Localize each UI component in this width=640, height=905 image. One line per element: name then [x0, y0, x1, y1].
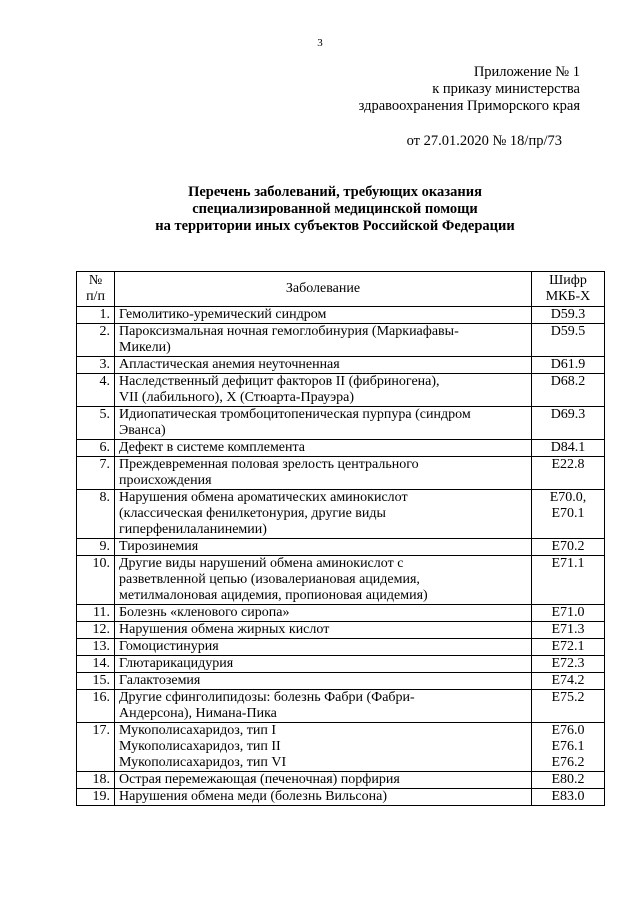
icd-code-line: E80.2: [551, 772, 585, 787]
row-number: 10.: [77, 556, 115, 605]
disease-name-line: Микели): [119, 340, 171, 355]
disease-name-line: метилмалоновая ацидемия, пропионовая ацидемия): [119, 588, 428, 603]
disease-name: [115, 457, 532, 490]
disease-name: [115, 656, 532, 673]
row-number: 15.: [77, 673, 115, 690]
row-number: 12.: [77, 622, 115, 639]
title-line-2: специализированной медицинской помощи: [192, 201, 478, 217]
disease-name-line: Галактоземия: [119, 673, 201, 688]
header-number-line-2: п/п: [86, 289, 105, 304]
disease-name: [115, 690, 532, 723]
header-code-line-2: МКБ-X: [545, 289, 591, 304]
icd-code: [532, 772, 605, 789]
header-number-line-1: №: [88, 273, 103, 288]
appendix-order-ref: к приказу министерства: [432, 81, 580, 97]
icd-code-line: E70.0,: [549, 490, 587, 505]
disease-name-line: Пароксизмальная ночная гемоглобинурия (Маркиафавы-: [119, 324, 459, 339]
table-row: [77, 622, 605, 639]
disease-name-line: (классическая фенилкетонурия, другие виды: [119, 506, 386, 521]
disease-name-line: VII (лабильного), X (Стюарта-Прауэра): [119, 390, 355, 405]
icd-code: [532, 440, 605, 457]
icd-code-line: D69.3: [550, 407, 586, 422]
disease-name-line: Тирозинемия: [119, 539, 199, 554]
disease-name-line: Мукополисахаридоз, тип II: [119, 739, 281, 754]
icd-code-line: E72.3: [551, 656, 585, 671]
icd-code: [532, 605, 605, 622]
table-row: [77, 457, 605, 490]
row-number: 4.: [77, 374, 115, 407]
row-number: 1.: [77, 307, 115, 324]
table-row: [77, 374, 605, 407]
disease-name: [115, 357, 532, 374]
row-number: 16.: [77, 690, 115, 723]
disease-name: [115, 772, 532, 789]
table-row: [77, 307, 605, 324]
icd-code: [532, 374, 605, 407]
table-row: [77, 639, 605, 656]
icd-code: [532, 723, 605, 772]
disease-name-line: Нарушения обмена меди (болезнь Вильсона): [119, 789, 387, 804]
table-row: [77, 490, 605, 539]
row-number: 9.: [77, 539, 115, 556]
disease-name-line: Мукополисахаридоз, тип VI: [119, 755, 287, 770]
table-row: [77, 690, 605, 723]
disease-name-line: Нарушения обмена ароматических аминокислот: [119, 490, 408, 505]
icd-code: [532, 622, 605, 639]
table-row: [77, 605, 605, 622]
table-row: [77, 357, 605, 374]
row-number: 14.: [77, 656, 115, 673]
icd-code-line: E71.1: [551, 556, 585, 571]
table-row: [77, 789, 605, 806]
diseases-table: [76, 271, 605, 806]
row-number: 7.: [77, 457, 115, 490]
disease-name-line: Другие сфинголипидозы: болезнь Фабри (Фабри-: [119, 690, 415, 705]
disease-name: [115, 673, 532, 690]
appendix-title: Приложение № 1: [473, 64, 580, 80]
row-number: 2.: [77, 324, 115, 357]
icd-code-line: D84.1: [550, 440, 586, 455]
icd-code-line: E75.2: [551, 690, 585, 705]
icd-code: [532, 490, 605, 539]
disease-name-line: Нарушения обмена жирных кислот: [119, 622, 330, 637]
disease-name: [115, 556, 532, 605]
disease-name: [115, 374, 532, 407]
icd-code: [532, 673, 605, 690]
icd-code-line: E72.1: [551, 639, 585, 654]
row-number: 11.: [77, 605, 115, 622]
icd-code: [532, 539, 605, 556]
order-date-number: от 27.01.2020 № 18/пр/73: [406, 133, 562, 149]
disease-name-line: Глютарикацидурия: [119, 656, 234, 671]
disease-name-line: Мукополисахаридоз, тип I: [119, 723, 277, 738]
disease-name: [115, 407, 532, 440]
icd-code-line: E76.0: [551, 723, 585, 738]
icd-code-line: D61.9: [550, 357, 586, 372]
table-row: [77, 772, 605, 789]
icd-code: [532, 357, 605, 374]
title-line-3: на территории иных субъектов Российской Федерации: [155, 218, 515, 234]
disease-name: [115, 723, 532, 772]
disease-name-line: Гомоцистинурия: [119, 639, 219, 654]
table-row: [77, 723, 605, 772]
disease-name: [115, 440, 532, 457]
disease-name-line: Эванса): [119, 423, 166, 438]
icd-code: [532, 656, 605, 673]
page-number: 3: [317, 37, 323, 49]
disease-name: [115, 605, 532, 622]
appendix-header: [280, 64, 580, 115]
row-number: 3.: [77, 357, 115, 374]
table-row: [77, 556, 605, 605]
header-disease: Заболевание: [115, 272, 532, 307]
table-row: [77, 673, 605, 690]
table-header-row: [77, 272, 605, 307]
icd-code-line: E83.0: [551, 789, 585, 804]
disease-name-line: Дефект в системе комплемента: [119, 440, 306, 455]
icd-code: [532, 457, 605, 490]
disease-name-line: Идиопатическая тромбоцитопеническая пурпура (синдром: [119, 407, 471, 422]
icd-code-line: D68.2: [550, 374, 586, 389]
icd-code: [532, 639, 605, 656]
disease-name: [115, 539, 532, 556]
row-number: 5.: [77, 407, 115, 440]
icd-code-line: E76.1: [551, 739, 585, 754]
icd-code-line: D59.5: [550, 324, 586, 339]
row-number: 19.: [77, 789, 115, 806]
disease-name-line: Андерсона), Нимана-Пика: [119, 706, 277, 721]
icd-code-line: E71.0: [551, 605, 585, 620]
disease-name-line: гиперфенилаланинемии): [119, 522, 267, 537]
disease-name-line: Другие виды нарушений обмена аминокислот с: [119, 556, 404, 571]
icd-code: [532, 556, 605, 605]
table-row: [77, 440, 605, 457]
disease-name-line: Болезнь «кленового сиропа»: [119, 605, 290, 620]
icd-code: [532, 407, 605, 440]
icd-code: [532, 690, 605, 723]
disease-name-line: разветвленной цепью (изовалериановая ацидемия,: [119, 572, 420, 587]
header-icd-code: [532, 272, 605, 307]
disease-name: [115, 622, 532, 639]
disease-name-line: Острая перемежающая (печеночная) порфирия: [119, 772, 400, 787]
disease-name: [115, 324, 532, 357]
disease-name-line: Наследственный дефицит факторов II (фибриногена),: [119, 374, 440, 389]
disease-name-line: Гемолитико-уремический синдром: [119, 307, 327, 322]
row-number: 18.: [77, 772, 115, 789]
header-number: [77, 272, 115, 307]
icd-code: [532, 789, 605, 806]
icd-code-line: E22.8: [551, 457, 585, 472]
table-row: [77, 656, 605, 673]
table-row: [77, 539, 605, 556]
disease-name-line: Преждевременная половая зрелость центрального: [119, 457, 419, 472]
disease-name: [115, 789, 532, 806]
icd-code-line: E74.2: [551, 673, 585, 688]
disease-name: [115, 490, 532, 539]
icd-code-line: E71.3: [551, 622, 585, 637]
disease-name-line: Апластическая анемия неуточненная: [119, 357, 340, 372]
icd-code: [532, 324, 605, 357]
icd-code-line: E76.2: [551, 755, 585, 770]
icd-code-line: E70.1: [551, 506, 585, 521]
row-number: 13.: [77, 639, 115, 656]
table-body: [77, 307, 605, 806]
document-title: [0, 184, 640, 235]
icd-code: [532, 307, 605, 324]
row-number: 8.: [77, 490, 115, 539]
title-line-1: Перечень заболеваний, требующих оказания: [188, 184, 482, 200]
row-number: 6.: [77, 440, 115, 457]
table-row: [77, 324, 605, 357]
header-code-line-1: Шифр: [549, 273, 587, 288]
disease-name: [115, 639, 532, 656]
icd-code-line: D59.3: [550, 307, 586, 322]
row-number: 17.: [77, 723, 115, 772]
icd-code-line: E70.2: [551, 539, 585, 554]
disease-name: [115, 307, 532, 324]
appendix-ministry: здравоохранения Приморского края: [358, 98, 580, 114]
disease-name-line: происхождения: [119, 473, 212, 488]
table-row: [77, 407, 605, 440]
